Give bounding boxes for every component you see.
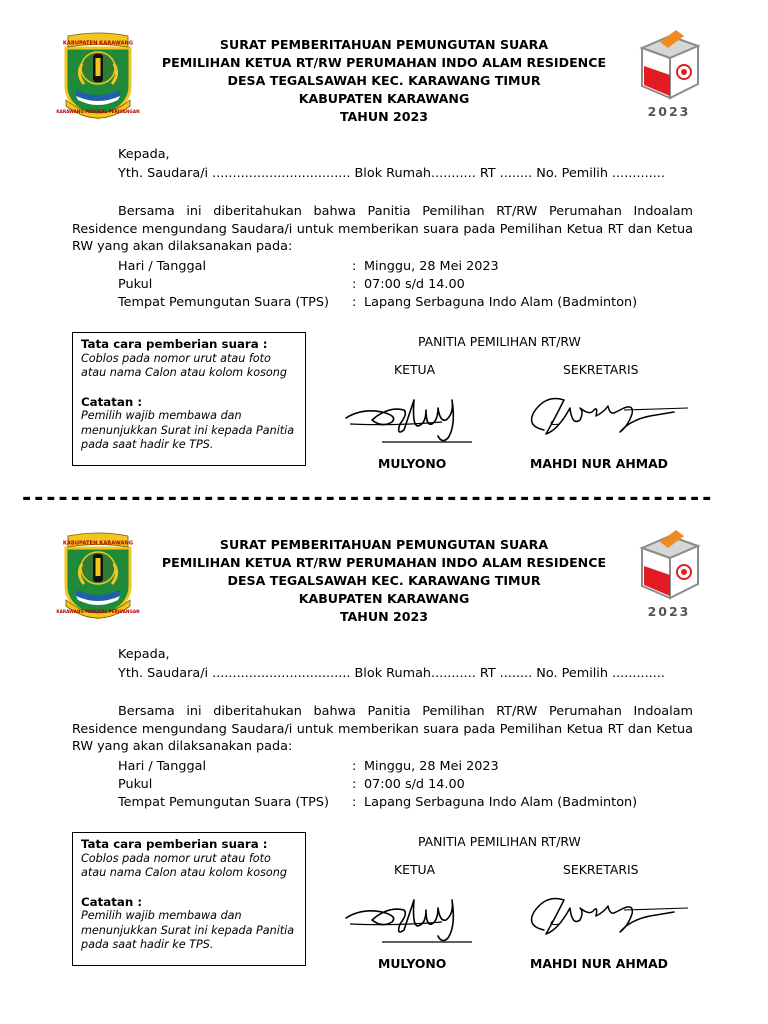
detail-value: Minggu, 28 Mei 2023 [364, 759, 499, 774]
header-line-4: KABUPATEN KARAWANG [298, 591, 470, 606]
voting-instructions-box [72, 832, 306, 966]
emblem-top-text: KABUPATEN KARAWANG [62, 540, 134, 547]
invitation-text: Bersama ini diberitahukan bahwa Panitia Pemilihan RT/RW Perumahan Indoalam Residence mengundang Saudara/i untuk memberikan suara pada Pemilihan Ketua RT dan Ketua RW yang akan dilaksanakan pada: [72, 704, 693, 754]
detail-value: Lapang Serbaguna Indo Alam (Badminton) [364, 795, 638, 810]
notes-line: menunjukkan Surat ini kepada Panitia [81, 423, 295, 437]
detail-colon: : [352, 259, 357, 274]
instructions-line: atau nama Calon atau kolom kosong [81, 366, 287, 379]
chair-label: KETUA [394, 862, 436, 877]
header-line-5: TAHUN 2023 [339, 109, 429, 124]
detail-colon: : [352, 277, 357, 292]
secretary-label: SEKRETARIS [563, 862, 639, 877]
recipient-fields: Yth. Saudara/i .................................. Blok Rumah........... RT ........ No. Pemilih ............. [118, 166, 665, 181]
invitation-text: Bersama ini diberitahukan bahwa Panitia Pemilihan RT/RW Perumahan Indoalam Residence mengundang Saudara/i untuk memberikan suara pada Pemilihan Ketua RT dan Ketua RW yang akan dilaksanakan pada: [72, 204, 693, 254]
instructions-line: Coblos pada nomor urut atau foto [81, 851, 271, 865]
instructions-title: Tata cara pemberian suara : [81, 837, 268, 851]
header-line-1: SURAT PEMBERITAHUAN PEMUNGUTAN SUARA [219, 537, 549, 552]
chair-label: KETUA [394, 362, 436, 377]
chair-signature [342, 886, 472, 948]
invitation-paragraph [72, 203, 693, 256]
invitation-paragraph [72, 703, 693, 756]
letter-header [140, 36, 628, 126]
detail-colon: : [352, 295, 357, 310]
chair-signature [342, 386, 472, 448]
notes-title: Catatan : [81, 394, 143, 409]
notes-line: menunjukkan Surat ini kepada Panitia [81, 923, 295, 937]
ballot-box-icon [636, 522, 702, 622]
detail-colon: : [352, 795, 357, 810]
chair-name: MULYONO [378, 456, 447, 471]
chair-name: MULYONO [378, 956, 447, 971]
header-line-2: PEMILIHAN KETUA RT/RW PERUMAHAN INDO ALAM RESIDENCE [161, 555, 607, 570]
committee-title: PANITIA PEMILIHAN RT/RW [418, 834, 581, 849]
detail-label: Tempat Pemungutan Suara (TPS) [118, 295, 330, 310]
header-line-5: TAHUN 2023 [339, 609, 429, 624]
voting-notice-letter-top [0, 0, 768, 500]
secretary-signature [524, 886, 692, 948]
notes-title: Catatan : [81, 894, 143, 909]
letter-header [140, 536, 628, 626]
kabupaten-karawang-emblem-icon [56, 34, 140, 120]
instructions-line: atau nama Calon atau kolom kosong [81, 866, 287, 879]
detail-colon: : [352, 777, 357, 792]
detail-label: Pukul [118, 277, 153, 292]
voting-notice-letter-bottom [0, 500, 768, 1000]
secretary-signature [524, 386, 692, 448]
secretary-label: SEKRETARIS [563, 362, 639, 377]
recipient-fields: Yth. Saudara/i .................................. Blok Rumah........... RT ........ No. Pemilih ............. [118, 666, 665, 681]
ballot-box-icon [636, 22, 702, 122]
instructions-title: Tata cara pemberian suara : [81, 337, 268, 351]
detail-label: Tempat Pemungutan Suara (TPS) [118, 795, 330, 810]
instructions-line: Coblos pada nomor urut atau foto [81, 351, 271, 365]
notes-line: pada saat hadir ke TPS. [81, 438, 214, 451]
secretary-name: MAHDI NUR AHMAD [530, 956, 668, 971]
ballot-year: 2023 [647, 604, 691, 619]
detail-value: 07:00 s/d 14.00 [364, 777, 465, 792]
notes-line: Pemilih wajib membawa dan [81, 909, 242, 922]
detail-label: Pukul [118, 777, 153, 792]
header-line-3: DESA TEGALSAWAH KEC. KARAWANG TIMUR [227, 573, 541, 588]
voting-instructions-box [72, 332, 306, 466]
emblem-bottom-text: KARAWANG PANGKAL PERJUANGAN [56, 609, 140, 614]
detail-value: Lapang Serbaguna Indo Alam (Badminton) [364, 295, 638, 310]
recipient-heading: Kepada, [118, 147, 170, 162]
emblem-top-text: KABUPATEN KARAWANG [62, 40, 134, 47]
secretary-name: MAHDI NUR AHMAD [530, 456, 668, 471]
recipient-heading: Kepada, [118, 647, 170, 662]
notes-line: Pemilih wajib membawa dan [81, 409, 242, 422]
detail-colon: : [352, 759, 357, 774]
detail-value: Minggu, 28 Mei 2023 [364, 259, 499, 274]
detail-value: 07:00 s/d 14.00 [364, 277, 465, 292]
committee-title: PANITIA PEMILIHAN RT/RW [418, 334, 581, 349]
header-line-4: KABUPATEN KARAWANG [298, 91, 470, 106]
kabupaten-karawang-emblem-icon [56, 534, 140, 620]
ballot-year: 2023 [647, 104, 691, 119]
header-line-3: DESA TEGALSAWAH KEC. KARAWANG TIMUR [227, 73, 541, 88]
emblem-bottom-text: KARAWANG PANGKAL PERJUANGAN [56, 109, 140, 114]
notes-line: pada saat hadir ke TPS. [81, 938, 214, 951]
header-line-2: PEMILIHAN KETUA RT/RW PERUMAHAN INDO ALAM RESIDENCE [161, 55, 607, 70]
detail-label: Hari / Tanggal [118, 759, 207, 774]
detail-label: Hari / Tanggal [118, 259, 207, 274]
header-line-1: SURAT PEMBERITAHUAN PEMUNGUTAN SUARA [219, 37, 549, 52]
cut-line-divider: --------------------------------------------------------- [20, 486, 713, 511]
